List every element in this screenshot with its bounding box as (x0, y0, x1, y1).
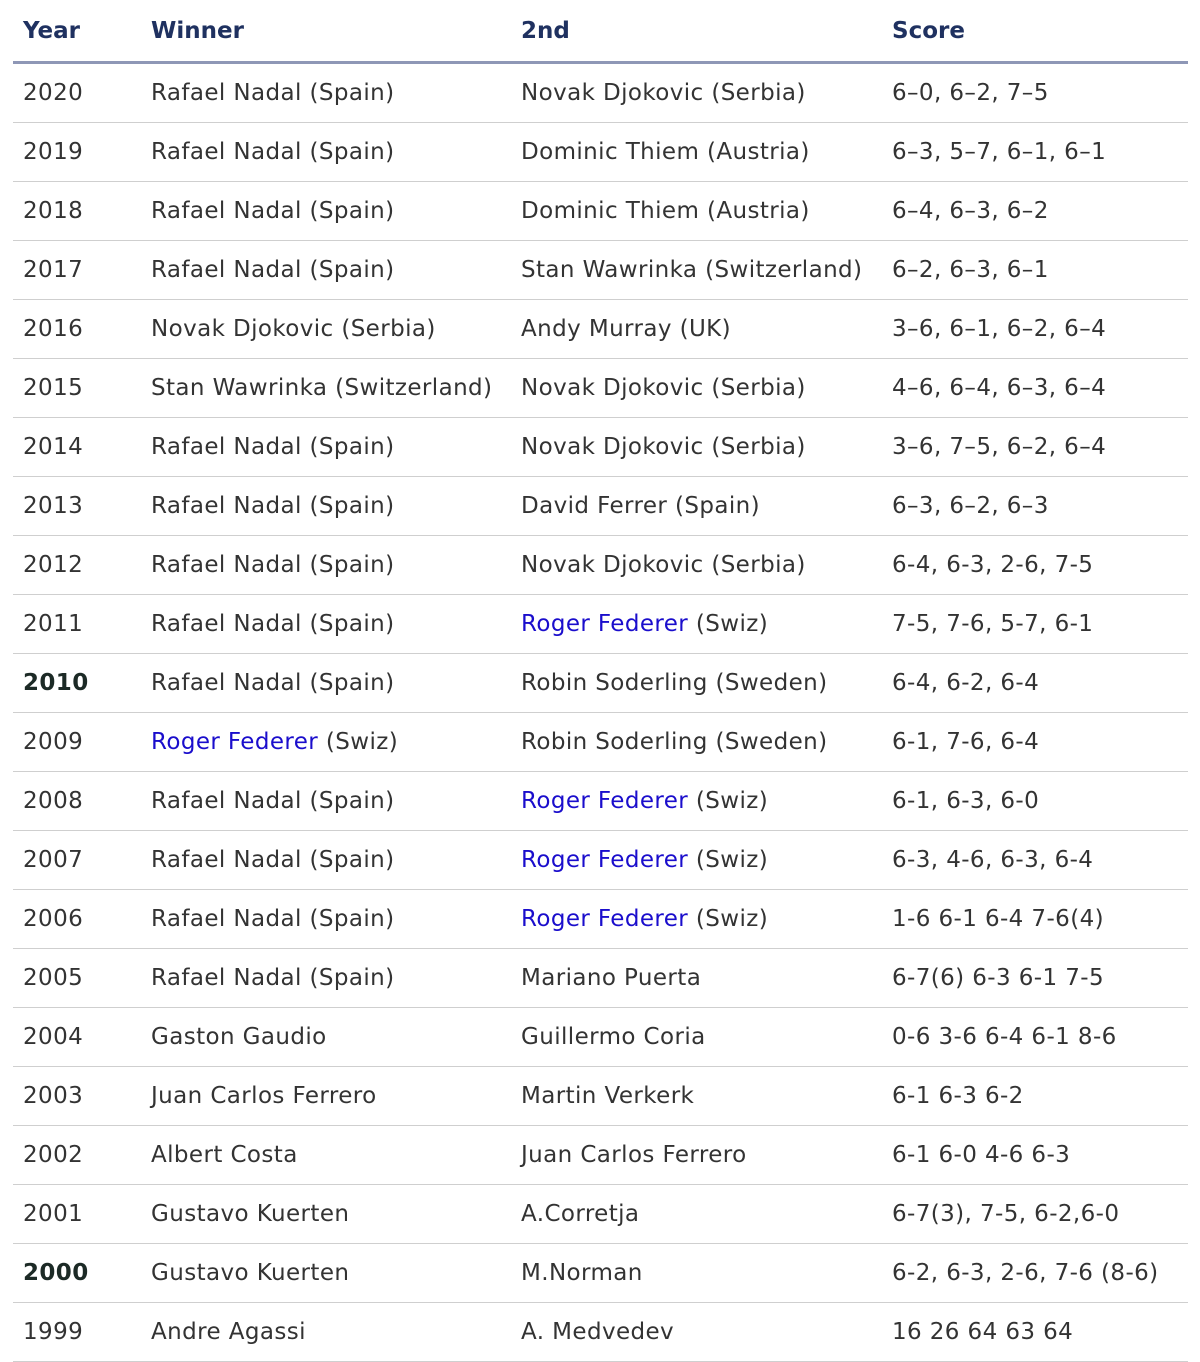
runner-up-cell (511, 1126, 882, 1185)
runner-up-text: Stan Wawrinka (Switzerland) (521, 257, 863, 283)
score-cell: 6-4, 6-2, 6-4 (882, 654, 1188, 713)
runner-up-cell (511, 418, 882, 477)
winner-text: Stan Wawrinka (Switzerland) (151, 375, 493, 401)
winner-cell (141, 831, 511, 890)
runner-up-cell (511, 831, 882, 890)
header-second: 2nd (511, 0, 882, 63)
score-cell: 6–3, 5–7, 6–1, 6–1 (882, 123, 1188, 182)
runner-up-text: A. Medvedev (521, 1319, 675, 1345)
score-cell: 6–0, 6–2, 7–5 (882, 63, 1188, 123)
runner-up-text: (Swiz) (688, 611, 769, 637)
runner-up-text: Robin Soderling (Sweden) (521, 729, 828, 755)
score-cell: 6-3, 4-6, 6-3, 6-4 (882, 831, 1188, 890)
player-link[interactable]: Roger Federer (521, 847, 689, 873)
table-row (13, 300, 1188, 359)
winner-text: Gustavo Kuerten (151, 1201, 350, 1227)
table-row (13, 1067, 1188, 1126)
runner-up-cell (511, 1303, 882, 1362)
runner-up-text: M.Norman (521, 1260, 643, 1286)
player-link[interactable]: Roger Federer (521, 788, 689, 814)
table-header (13, 0, 1188, 63)
runner-up-cell (511, 654, 882, 713)
score-cell: 6-7(3), 7-5, 6-2,6-0 (882, 1185, 1188, 1244)
year-cell: 2012 (13, 536, 141, 595)
year-cell: 2007 (13, 831, 141, 890)
score-cell: 6-7(6) 6-3 6-1 7-5 (882, 949, 1188, 1008)
winner-cell (141, 536, 511, 595)
score-cell: 6-1, 6-3, 6-0 (882, 772, 1188, 831)
runner-up-cell (511, 890, 882, 949)
table-row (13, 418, 1188, 477)
player-link[interactable]: Roger Federer (521, 906, 689, 932)
runner-up-text: A.Corretja (521, 1201, 640, 1227)
score-cell: 6-1, 7-6, 6-4 (882, 713, 1188, 772)
winner-text: Rafael Nadal (Spain) (151, 80, 395, 106)
year-cell: 2004 (13, 1008, 141, 1067)
runner-up-text: Dominic Thiem (Austria) (521, 139, 810, 165)
score-cell: 3–6, 6–1, 6–2, 6–4 (882, 300, 1188, 359)
score-cell: 6–3, 6–2, 6–3 (882, 477, 1188, 536)
winner-text: Rafael Nadal (Spain) (151, 670, 395, 696)
runner-up-text: David Ferrer (Spain) (521, 493, 760, 519)
winner-cell (141, 1244, 511, 1303)
score-cell: 6–4, 6–3, 6–2 (882, 182, 1188, 241)
year-cell: 2010 (13, 654, 141, 713)
winner-cell (141, 654, 511, 713)
year-cell: 2014 (13, 418, 141, 477)
table-row (13, 772, 1188, 831)
year-cell: 2015 (13, 359, 141, 418)
results-table (13, 0, 1188, 1362)
winner-cell (141, 1067, 511, 1126)
winner-text: Rafael Nadal (Spain) (151, 139, 395, 165)
runner-up-text: (Swiz) (688, 847, 769, 873)
header-row (13, 0, 1188, 63)
runner-up-text: Novak Djokovic (Serbia) (521, 552, 806, 578)
year-cell: 2019 (13, 123, 141, 182)
year-cell: 2011 (13, 595, 141, 654)
runner-up-text: Dominic Thiem (Austria) (521, 198, 810, 224)
table-row (13, 1185, 1188, 1244)
table-row (13, 123, 1188, 182)
runner-up-cell (511, 772, 882, 831)
winner-text: Rafael Nadal (Spain) (151, 198, 395, 224)
winner-text: Rafael Nadal (Spain) (151, 965, 395, 991)
winner-text: Rafael Nadal (Spain) (151, 434, 395, 460)
table-row (13, 536, 1188, 595)
header-winner: Winner (141, 0, 511, 63)
player-link[interactable]: Roger Federer (521, 611, 689, 637)
score-cell: 6-1 6-0 4-6 6-3 (882, 1126, 1188, 1185)
winner-text: Gustavo Kuerten (151, 1260, 350, 1286)
header-score: Score (882, 0, 1188, 63)
table-body (13, 63, 1188, 1362)
winner-text: Rafael Nadal (Spain) (151, 906, 395, 932)
table-row (13, 890, 1188, 949)
table-row (13, 1008, 1188, 1067)
year-cell: 2006 (13, 890, 141, 949)
runner-up-text: Novak Djokovic (Serbia) (521, 375, 806, 401)
runner-up-text: (Swiz) (688, 906, 769, 932)
table-row (13, 63, 1188, 123)
table-row (13, 241, 1188, 300)
year-cell: 2009 (13, 713, 141, 772)
runner-up-text: Andy Murray (UK) (521, 316, 732, 342)
winner-text: Rafael Nadal (Spain) (151, 552, 395, 578)
winner-cell (141, 772, 511, 831)
winner-cell (141, 1303, 511, 1362)
winner-cell (141, 477, 511, 536)
runner-up-cell (511, 1185, 882, 1244)
year-cell: 2018 (13, 182, 141, 241)
runner-up-cell (511, 359, 882, 418)
winner-text: Novak Djokovic (Serbia) (151, 316, 436, 342)
runner-up-cell (511, 536, 882, 595)
runner-up-text: Novak Djokovic (Serbia) (521, 434, 806, 460)
winner-text: (Swiz) (318, 729, 399, 755)
winner-cell (141, 1185, 511, 1244)
year-cell: 2005 (13, 949, 141, 1008)
table-row (13, 831, 1188, 890)
player-link[interactable]: Roger Federer (151, 729, 319, 755)
winner-cell (141, 1008, 511, 1067)
year-cell: 2016 (13, 300, 141, 359)
runner-up-cell (511, 949, 882, 1008)
table-row (13, 1303, 1188, 1362)
winner-cell (141, 949, 511, 1008)
winner-text: Gaston Gaudio (151, 1024, 327, 1050)
table-row (13, 477, 1188, 536)
winner-cell (141, 182, 511, 241)
runner-up-cell (511, 182, 882, 241)
winner-cell (141, 123, 511, 182)
year-cell: 2017 (13, 241, 141, 300)
winner-cell (141, 595, 511, 654)
winner-text: Rafael Nadal (Spain) (151, 788, 395, 814)
runner-up-text: Robin Soderling (Sweden) (521, 670, 828, 696)
winner-cell (141, 359, 511, 418)
score-cell: 16 26 64 63 64 (882, 1303, 1188, 1362)
year-cell: 2013 (13, 477, 141, 536)
table-row (13, 654, 1188, 713)
runner-up-text: Novak Djokovic (Serbia) (521, 80, 806, 106)
runner-up-cell (511, 595, 882, 654)
winner-text: Rafael Nadal (Spain) (151, 257, 395, 283)
runner-up-text: Guillermo Coria (521, 1024, 706, 1050)
score-cell: 6–2, 6–3, 6–1 (882, 241, 1188, 300)
table-row (13, 359, 1188, 418)
score-cell: 0-6 3-6 6-4 6-1 8-6 (882, 1008, 1188, 1067)
winner-text: Andre Agassi (151, 1319, 306, 1345)
score-cell: 7-5, 7-6, 5-7, 6-1 (882, 595, 1188, 654)
runner-up-text: (Swiz) (688, 788, 769, 814)
winner-cell (141, 418, 511, 477)
runner-up-cell (511, 241, 882, 300)
runner-up-cell (511, 63, 882, 123)
table-row (13, 182, 1188, 241)
winner-text: Albert Costa (151, 1142, 298, 1168)
score-cell: 6-2, 6-3, 2-6, 7-6 (8-6) (882, 1244, 1188, 1303)
score-cell: 6-1 6-3 6-2 (882, 1067, 1188, 1126)
winner-cell (141, 713, 511, 772)
winner-text: Rafael Nadal (Spain) (151, 847, 395, 873)
score-cell: 6-4, 6-3, 2-6, 7-5 (882, 536, 1188, 595)
table-row (13, 1244, 1188, 1303)
score-cell: 4–6, 6–4, 6–3, 6–4 (882, 359, 1188, 418)
winner-cell (141, 241, 511, 300)
score-cell: 3–6, 7–5, 6–2, 6–4 (882, 418, 1188, 477)
runner-up-cell (511, 300, 882, 359)
year-cell: 2000 (13, 1244, 141, 1303)
winner-cell (141, 63, 511, 123)
runner-up-cell (511, 1244, 882, 1303)
year-cell: 1999 (13, 1303, 141, 1362)
winner-text: Juan Carlos Ferrero (151, 1083, 377, 1109)
table-row (13, 949, 1188, 1008)
year-cell: 2020 (13, 63, 141, 123)
runner-up-cell (511, 477, 882, 536)
winner-cell (141, 300, 511, 359)
table-row (13, 1126, 1188, 1185)
year-cell: 2008 (13, 772, 141, 831)
winner-text: Rafael Nadal (Spain) (151, 611, 395, 637)
score-cell: 1-6 6-1 6-4 7-6(4) (882, 890, 1188, 949)
results-table-container (13, 0, 1188, 1362)
year-cell: 2001 (13, 1185, 141, 1244)
runner-up-cell (511, 1067, 882, 1126)
header-year: Year (13, 0, 141, 63)
year-cell: 2002 (13, 1126, 141, 1185)
runner-up-cell (511, 123, 882, 182)
runner-up-cell (511, 1008, 882, 1067)
runner-up-text: Juan Carlos Ferrero (521, 1142, 747, 1168)
table-row (13, 595, 1188, 654)
runner-up-text: Mariano Puerta (521, 965, 702, 991)
table-row (13, 713, 1188, 772)
year-cell: 2003 (13, 1067, 141, 1126)
winner-cell (141, 890, 511, 949)
runner-up-text: Martin Verkerk (521, 1083, 695, 1109)
winner-cell (141, 1126, 511, 1185)
winner-text: Rafael Nadal (Spain) (151, 493, 395, 519)
runner-up-cell (511, 713, 882, 772)
